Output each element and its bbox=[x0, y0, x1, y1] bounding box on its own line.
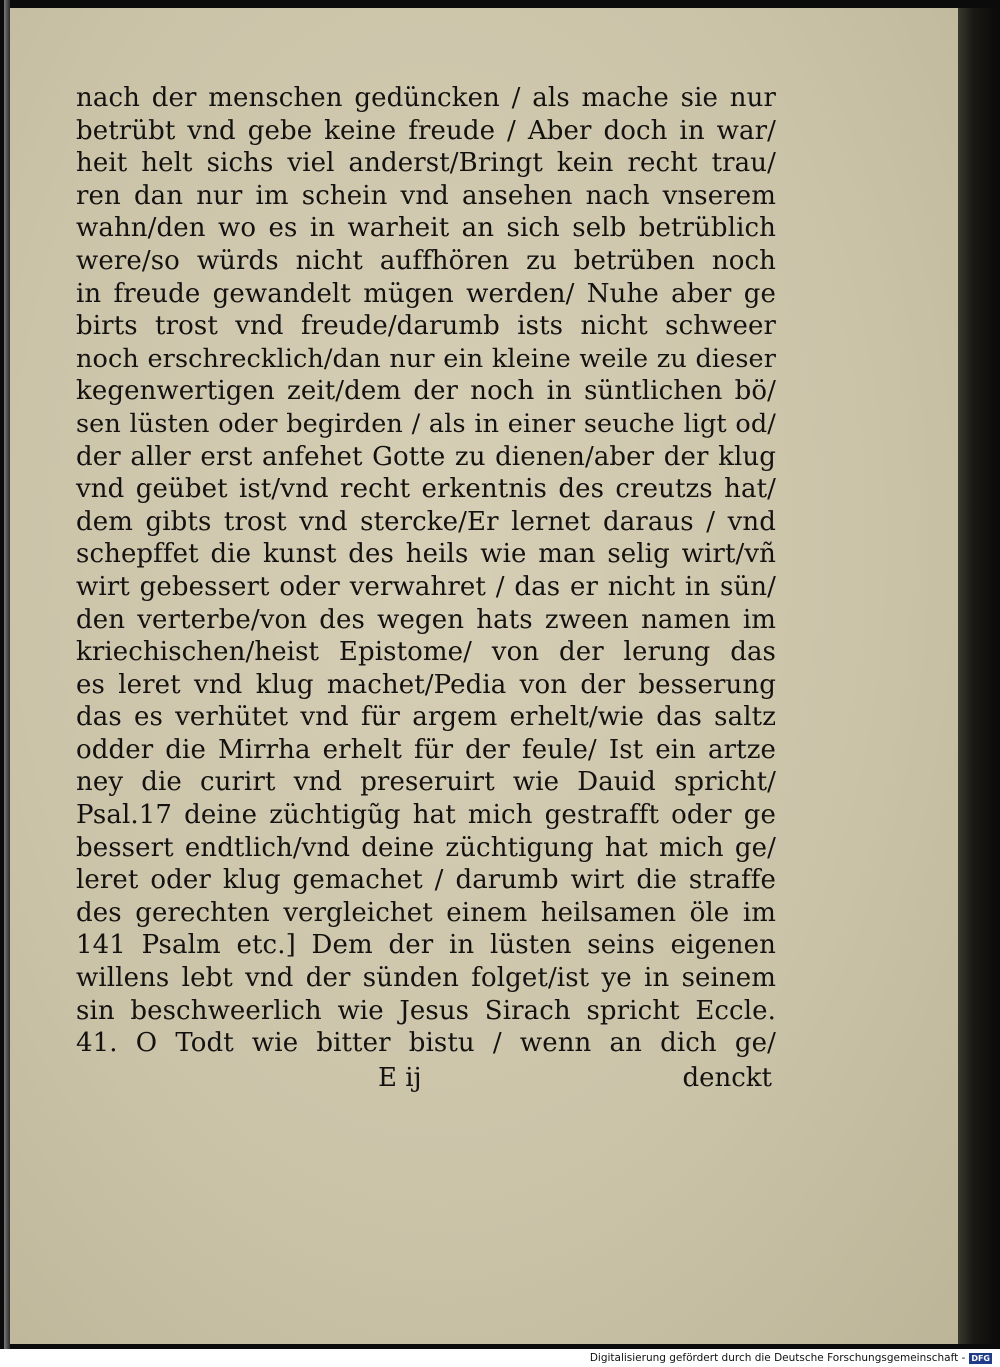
digitization-credit bbox=[590, 1351, 992, 1365]
text-line: vnd geübet ist/vnd recht erkentnis des creutzs hat/ bbox=[76, 474, 776, 505]
text-line: willens lebt vnd der sünden folget/ist ye in seinem bbox=[76, 963, 776, 994]
book-page bbox=[10, 8, 958, 1344]
text-line: kegenwertigen zeit/dem der noch in süntlichen bö/ bbox=[76, 376, 776, 407]
page-shadow bbox=[958, 8, 996, 1344]
text-line: wahn/den wo es in warheit an sich selb betrüblich bbox=[76, 213, 776, 244]
dfg-logo-icon: DFG bbox=[971, 1353, 990, 1363]
text-line: 141 Psalm etc.] Dem der in lüsten seins eigenen bbox=[76, 930, 776, 961]
text-line: wirt gebessert oder verwahret / das er nicht in sün/ bbox=[76, 571, 776, 602]
text-line: das es verhütet vnd für argem erhelt/wie das saltz bbox=[76, 702, 776, 733]
text-line: dem gibts trost vnd stercke/Er lernet daraus / vnd bbox=[76, 506, 776, 537]
text-line: sin beschweerlich wie Jesus Sirach spricht Eccle. bbox=[76, 995, 776, 1026]
text-line: betrübt vnd gebe keine freude / Aber doch in war/ bbox=[76, 115, 776, 146]
text-line: odder die Mirrha erhelt für der feule/ Ist ein artze bbox=[76, 734, 776, 765]
catchword: denckt bbox=[682, 1063, 772, 1093]
text-line: es leret vnd klug machet/Pedia von der besserung bbox=[76, 669, 776, 700]
text-line: kriechischen/heist Epistome/ von der lerung das bbox=[76, 637, 776, 668]
text-line: schepffet die kunst des heils wie man selig wirt/vñ bbox=[76, 539, 776, 570]
credit-text: Digitalisierung gefördert durch die Deutsche Forschungsgemeinschaft - bbox=[589, 1352, 966, 1364]
text-line: heit helt sichs viel anderst/Bringt kein recht trau/ bbox=[76, 148, 776, 179]
text-line: leret oder klug gemachet / darumb wirt die straffe bbox=[76, 865, 776, 896]
text-line: noch erschrecklich/dan nur ein kleine weile zu dieser bbox=[76, 343, 776, 374]
text-line: ney die curirt vnd preseruirt wie Dauid spricht/ bbox=[76, 767, 776, 798]
text-line: der aller erst anfehet Gotte zu dienen/aber der klug bbox=[76, 441, 776, 472]
page-footer bbox=[76, 1062, 772, 1094]
text-line: sen lüsten oder begirden / als in einer seuche ligt od/ bbox=[76, 408, 776, 439]
signature-mark: E ij bbox=[378, 1063, 422, 1093]
text-line: des gerechten vergleichet einem heilsamen öle im bbox=[76, 897, 776, 928]
text-line: were/so würds nicht auffhören zu betrüben noch bbox=[76, 245, 776, 276]
text-line: 41. O Todt wie bitter bistu / wenn an dich ge/ bbox=[76, 1028, 776, 1059]
text-line: in freude gewandelt mügen werden/ Nuhe aber ge bbox=[76, 278, 776, 309]
text-line: birts trost vnd freude/darumb ists nicht schweer bbox=[76, 311, 776, 342]
text-line: bessert endtlich/vnd deine züchtigung hat mich ge/ bbox=[76, 832, 776, 863]
text-line: ren dan nur im schein vnd ansehen nach vnserem bbox=[76, 180, 776, 211]
body-text bbox=[76, 82, 776, 1060]
text-line: den verterbe/von des wegen hats zween namen im bbox=[76, 604, 776, 635]
text-line: Psal.17 deine züchtigũg hat mich gestrafft oder ge bbox=[76, 800, 776, 831]
text-line: nach der menschen gedüncken / als mache sie nur bbox=[76, 83, 776, 113]
